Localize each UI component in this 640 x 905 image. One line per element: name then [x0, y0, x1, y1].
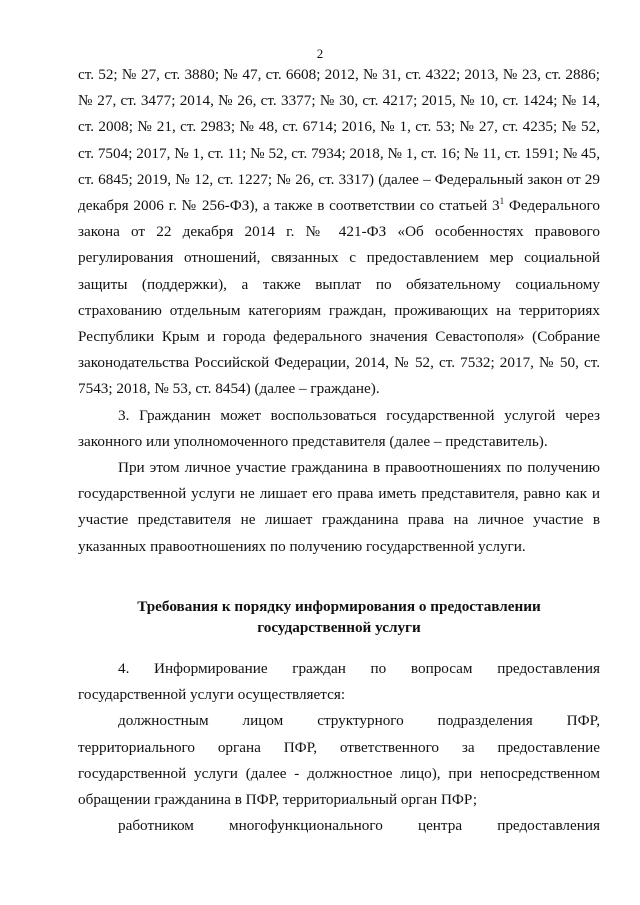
word: многофункционального [228, 817, 383, 835]
superscript: 1 [499, 195, 505, 206]
paragraph-personal-participation: При этом личное участие гражданина в правоотношениях по получению государственной услуги не лишает его права иметь представителя, равно как и участие представителя не лишает гражданина права на личное участие в указанных правоотношениях по получению государственной услуги. [78, 459, 600, 555]
paragraph-official: должностным лицом структурного подразделения ПФР, территориального органа ПФР, ответственного за предоставление государственной услуги (далее - должностное лицо), при непосредственном обращении гражданина в ПФР, территориальный орган ПФР; [78, 712, 600, 809]
heading-line-2: государственной услуги [257, 619, 421, 636]
page-number: 2 [316, 46, 324, 61]
paragraph-4: 4. Информирование граждан по вопросам предоставления государственной услуги осуществляется: [78, 660, 600, 704]
paragraph-mfc-line [78, 813, 600, 839]
body-text-bottom [78, 656, 600, 839]
paragraph-text-continued: Федерального закона от 22 декабря 2014 г. № 421-ФЗ «Об особенностях правового регулирования отношений, связанных с предоставлением мер социальной защиты (поддержки), а также выплат по обязательному социальному страхованию отдельным категориям граждан, проживающих на территориях Республики Крым и города федерального значения Севастополя» (Собрание законодательства Российской Федерации, 2014, № 52, ст. 7532; 2017, № 50, ст. 7543; 2018, № 53, ст. 8454) (далее – граждане). [78, 197, 600, 398]
word: предоставления [497, 817, 600, 835]
paragraph-3: 3. Гражданин может воспользоваться государственной услугой через законного или уполномоченного представителя (далее – представитель). [78, 406, 600, 450]
heading-line-1: Требования к порядку информирования о предоставлении [137, 598, 541, 615]
word: центра [417, 817, 463, 835]
word: работником [118, 817, 194, 835]
body-text-top [78, 62, 600, 560]
paragraph-text: ст. 52; № 27, ст. 3880; № 47, ст. 6608; 2012, № 31, ст. 4322; 2013, № 23, ст. 2886; № 27, ст. 3477; 2014, № 26, ст. 3377; № 30, ст. 4217; 2015, № 10, ст. 1424; № 14, ст. 2008; № 21, ст. 2983; № 48, ст. 6714; 2016, № 1, ст. 53; № 27, ст. 4235; № 52, ст. 7504; 2017, № 1, ст. 11; № 52, ст. 7934; 2018, № 1, ст. 16; № 11, ст. 1591; № 45, ст. 6845; 2019, № 12, ст. 1227; № 26, ст. 3317) (далее – Федеральный закон от 29 декабря 2006 г. № 256-ФЗ), а также в соответствии со статьей 3 [78, 66, 600, 215]
paragraph-citations [78, 62, 600, 403]
section-heading [78, 596, 600, 638]
